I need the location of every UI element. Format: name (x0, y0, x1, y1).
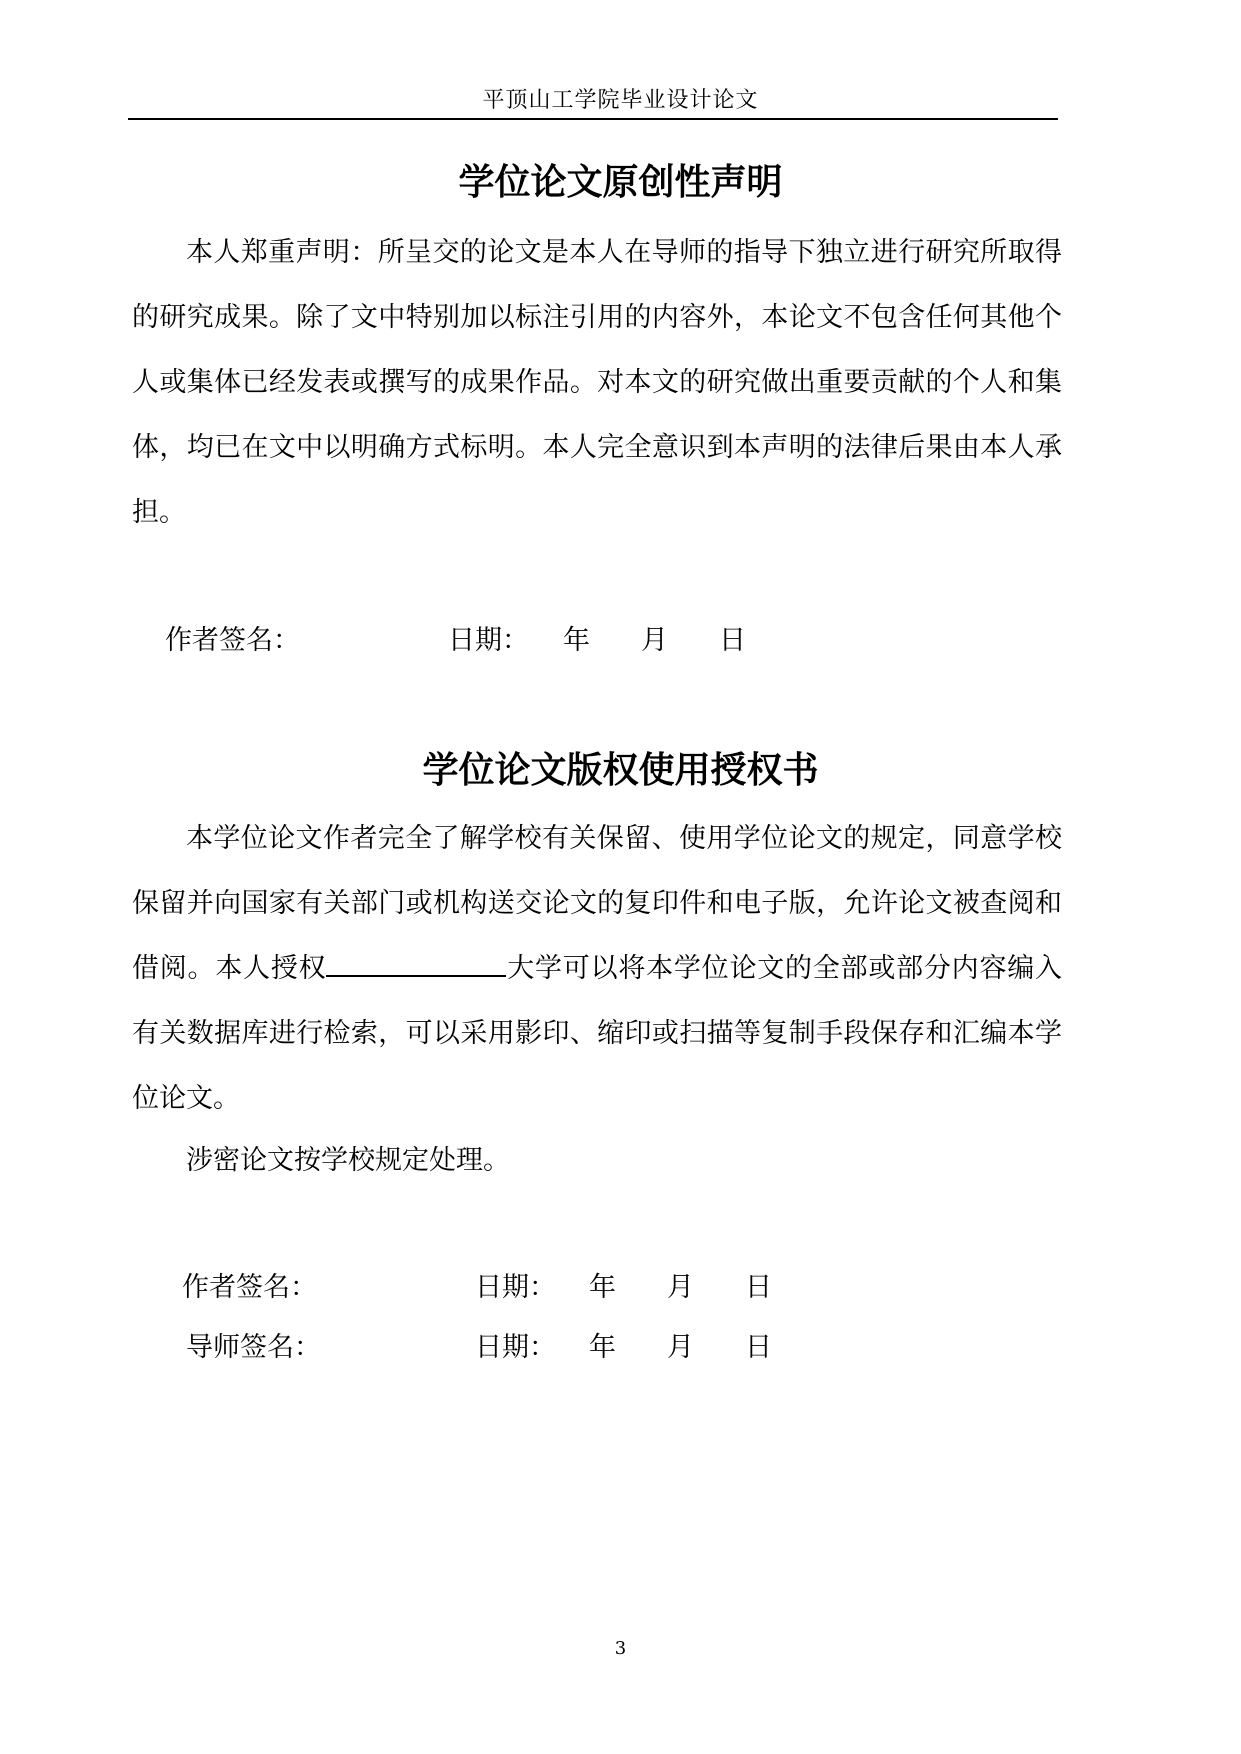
page-header: 平顶山工学院毕业设计论文 (482, 88, 759, 113)
month-label: 月 (641, 625, 668, 656)
authorization-title: 学位论文版权使用授权书 (422, 749, 819, 791)
month-label: 月 (667, 1272, 694, 1303)
day-label: 日 (745, 1272, 772, 1303)
authorization-body-part1: 本学位论文作者完全了解学校有关保留、使用学位论文的规定，同意学校保留并向国家有关部门或机构送交论文的复印件和电子版，允许论文被查阅和借阅。本人授权 (132, 823, 1062, 984)
year-label: 年 (563, 625, 590, 656)
page-number: 3 (614, 1638, 627, 1659)
advisor-signature-label: 导师签名： (186, 1332, 321, 1363)
university-blank-field[interactable] (326, 949, 506, 977)
date-label: 日期： (475, 1272, 556, 1303)
day-label: 日 (719, 625, 746, 656)
date-label: 日期： (475, 1332, 556, 1363)
authorization-author-signature-row (0, 1270, 1241, 1306)
day-label: 日 (745, 1332, 772, 1363)
authorization-advisor-signature-row (0, 1330, 1241, 1366)
author-signature-label: 作者签名： (182, 1272, 317, 1303)
year-label: 年 (589, 1332, 616, 1363)
declaration-title: 学位论文原创性声明 (458, 161, 783, 203)
classified-note: 涉密论文按学校规定处理。 (186, 1145, 510, 1176)
author-signature-label: 作者签名： (165, 625, 300, 656)
month-label: 月 (667, 1332, 694, 1363)
date-label: 日期： (448, 625, 529, 656)
declaration-signature-row (0, 623, 1241, 659)
header-rule (128, 118, 1058, 120)
authorization-body-part2: 大学可以将本学位论文的全部或部分内容编入有关数据库进行检索，可以采用影印、缩印或扫描等复制手段保存和汇编本学位论文。 (132, 953, 1063, 1114)
declaration-body: 本人郑重声明：所呈交的论文是本人在导师的指导下独立进行研究所取得的研究成果。除了文中特别加以标注引用的内容外，本论文不包含任何其他个人或集体已经发表或撰写的成果作品。对本文的研究做出重要贡献的个人和集体，均已在文中以明确方式标明。本人完全意识到本声明的法律后果由本人承担。 (132, 237, 1062, 528)
authorization-body (132, 806, 1062, 1131)
year-label: 年 (589, 1272, 616, 1303)
